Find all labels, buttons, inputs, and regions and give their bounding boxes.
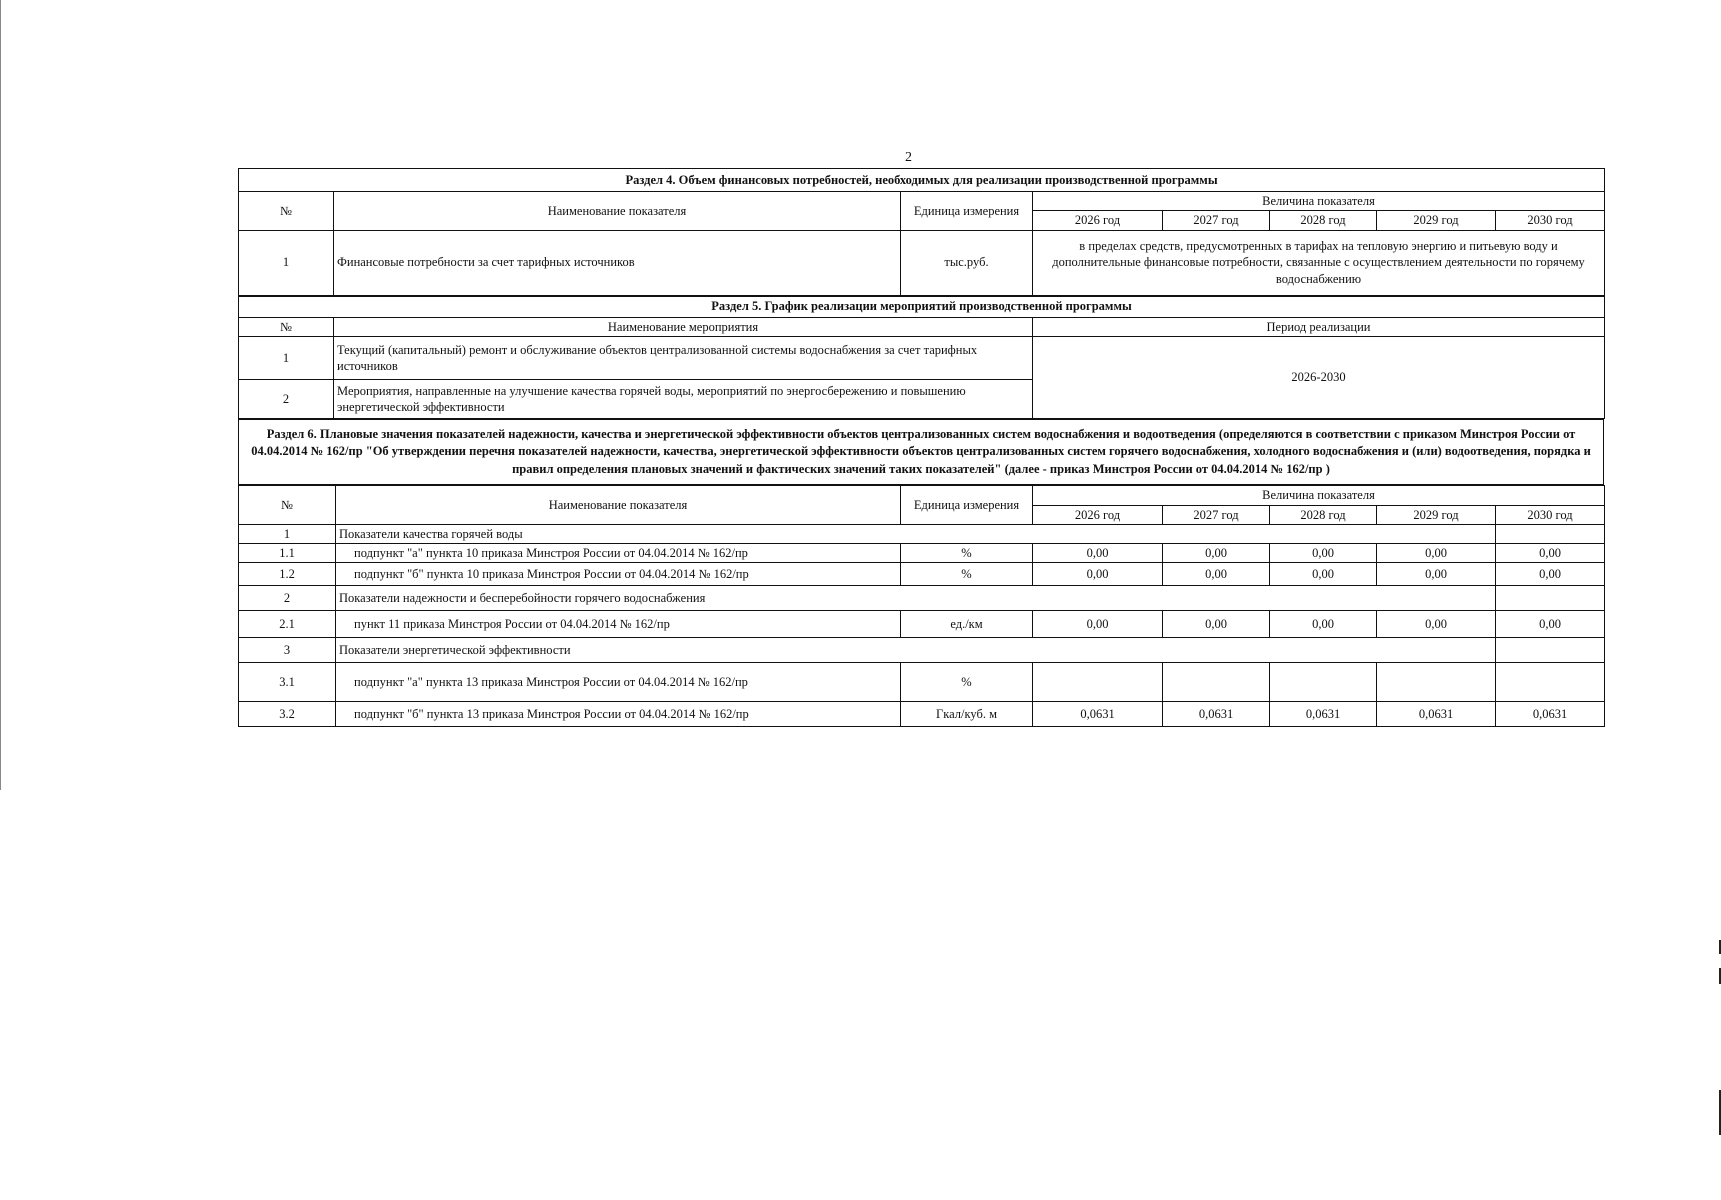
empty-cell	[1496, 524, 1605, 543]
section4-year: 2027 год	[1163, 211, 1270, 230]
section5-period: 2026-2030	[1033, 336, 1605, 418]
group-no: 3	[239, 638, 336, 663]
item-value: 0,00	[1496, 544, 1605, 563]
item-value: 0,00	[1163, 544, 1270, 563]
item-name: подпункт "а" пункта 13 приказа Минстроя России от 04.04.2014 № 162/пр	[336, 663, 901, 702]
item-value: 0,0631	[1163, 702, 1270, 727]
item-unit: ед./км	[901, 611, 1033, 638]
section6-year: 2030 год	[1496, 505, 1605, 524]
section4-year: 2030 год	[1496, 211, 1605, 230]
section6-col-unit: Единица измерения	[901, 486, 1033, 525]
item-no: 1.1	[239, 544, 336, 563]
item-value	[1163, 663, 1270, 702]
section4-row-unit: тыс.руб.	[901, 230, 1033, 295]
section4-table	[238, 168, 1605, 296]
empty-cell	[1496, 638, 1605, 663]
item-unit: Гкал/куб. м	[901, 702, 1033, 727]
section6-year: 2029 год	[1377, 505, 1496, 524]
item-value: 0,00	[1270, 611, 1377, 638]
section4-row-value: в пределах средств, предусмотренных в тарифах на тепловую энергию и питьевую воду и дополнительные финансовые потребности, связанные с осуществлением деятельности по горячему водоснабжению	[1033, 230, 1605, 295]
item-value: 0,00	[1033, 611, 1163, 638]
section5-title: Раздел 5. График реализации мероприятий производственной программы	[239, 296, 1605, 317]
scan-edge-left	[0, 0, 1, 790]
item-value	[1377, 663, 1496, 702]
section5-row-name: Текущий (капитальный) ремонт и обслуживание объектов централизованной системы водоснабжения за счет тарифных источников	[334, 336, 1033, 379]
item-name: подпункт "а" пункта 10 приказа Минстроя России от 04.04.2014 № 162/пр	[336, 544, 901, 563]
page-number: 2	[905, 150, 912, 165]
item-name: пункт 11 приказа Минстроя России от 04.04.2014 № 162/пр	[336, 611, 901, 638]
section4-year: 2028 год	[1270, 211, 1377, 230]
item-value: 0,00	[1377, 563, 1496, 586]
item-value: 0,0631	[1270, 702, 1377, 727]
item-value: 0,00	[1163, 611, 1270, 638]
item-value: 0,00	[1377, 611, 1496, 638]
item-value: 0,00	[1496, 563, 1605, 586]
item-value: 0,00	[1270, 544, 1377, 563]
item-unit: %	[901, 544, 1033, 563]
section5-col-period: Период реализации	[1033, 317, 1605, 336]
section4-col-value: Величина показателя	[1033, 192, 1605, 211]
document-body	[238, 168, 1604, 727]
section4-year: 2026 год	[1033, 211, 1163, 230]
section4-title: Раздел 4. Объем финансовых потребностей, необходимых для реализации производственной программы	[239, 169, 1605, 192]
item-no: 1.2	[239, 563, 336, 586]
item-value: 0,00	[1270, 563, 1377, 586]
item-no: 3.1	[239, 663, 336, 702]
item-value: 0,00	[1496, 611, 1605, 638]
section6-title-table	[238, 419, 1604, 486]
section6-year: 2026 год	[1033, 505, 1163, 524]
item-unit: %	[901, 663, 1033, 702]
section5-table	[238, 296, 1605, 419]
item-value: 0,0631	[1033, 702, 1163, 727]
section5-col-name: Наименование мероприятия	[334, 317, 1033, 336]
section6-year: 2027 год	[1163, 505, 1270, 524]
section4-col-no: №	[239, 192, 334, 231]
section5-row-no: 1	[239, 336, 334, 379]
section6-title: Раздел 6. Плановые значения показателей надежности, качества и энергетической эффективности объектов централизованных систем водоснабжения и водоотведения (определяются в соответствии с приказом Минстроя России от 04.04.2014 № 162/пр "Об утверждении перечня показателей надежности, качества, энергетической эффективности объектов централизованных систем горячего водоснабжения, холодного водоснабжения и (или) водоотведения, порядка и правил определения плановых значений и фактических значений таких показателей" (далее - приказ Минстроя России от 04.04.2014 № 162/пр )	[239, 419, 1604, 485]
group-name: Показатели энергетической эффективности	[336, 638, 1496, 663]
item-value: 0,00	[1033, 563, 1163, 586]
section5-col-no: №	[239, 317, 334, 336]
item-value: 0,0631	[1496, 702, 1605, 727]
section5-row-no: 2	[239, 379, 334, 418]
section4-row-no: 1	[239, 230, 334, 295]
item-no: 3.2	[239, 702, 336, 727]
group-no: 2	[239, 586, 336, 611]
section4-row-name: Финансовые потребности за счет тарифных источников	[334, 230, 901, 295]
group-name: Показатели качества горячей воды	[336, 524, 1496, 543]
item-value: 0,00	[1033, 544, 1163, 563]
section4-col-name: Наименование показателя	[334, 192, 901, 231]
item-value	[1033, 663, 1163, 702]
empty-cell	[1496, 586, 1605, 611]
section6-col-no: №	[239, 486, 336, 525]
section4-col-unit: Единица измерения	[901, 192, 1033, 231]
section6-table	[238, 485, 1605, 727]
section6-year: 2028 год	[1270, 505, 1377, 524]
section6-col-value: Величина показателя	[1033, 486, 1605, 505]
item-no: 2.1	[239, 611, 336, 638]
item-name: подпункт "б" пункта 13 приказа Минстроя России от 04.04.2014 № 162/пр	[336, 702, 901, 727]
item-value	[1496, 663, 1605, 702]
section4-year: 2029 год	[1377, 211, 1496, 230]
section6-col-name: Наименование показателя	[336, 486, 901, 525]
item-value: 0,00	[1377, 544, 1496, 563]
item-value	[1270, 663, 1377, 702]
group-no: 1	[239, 524, 336, 543]
item-value: 0,0631	[1377, 702, 1496, 727]
section5-row-name: Мероприятия, направленные на улучшение качества горячей воды, мероприятий по энергосбережению и повышению энергетической эффективности	[334, 379, 1033, 418]
item-value: 0,00	[1163, 563, 1270, 586]
item-unit: %	[901, 563, 1033, 586]
group-name: Показатели надежности и бесперебойности горячего водоснабжения	[336, 586, 1496, 611]
item-name: подпункт "б" пункта 10 приказа Минстроя России от 04.04.2014 № 162/пр	[336, 563, 901, 586]
